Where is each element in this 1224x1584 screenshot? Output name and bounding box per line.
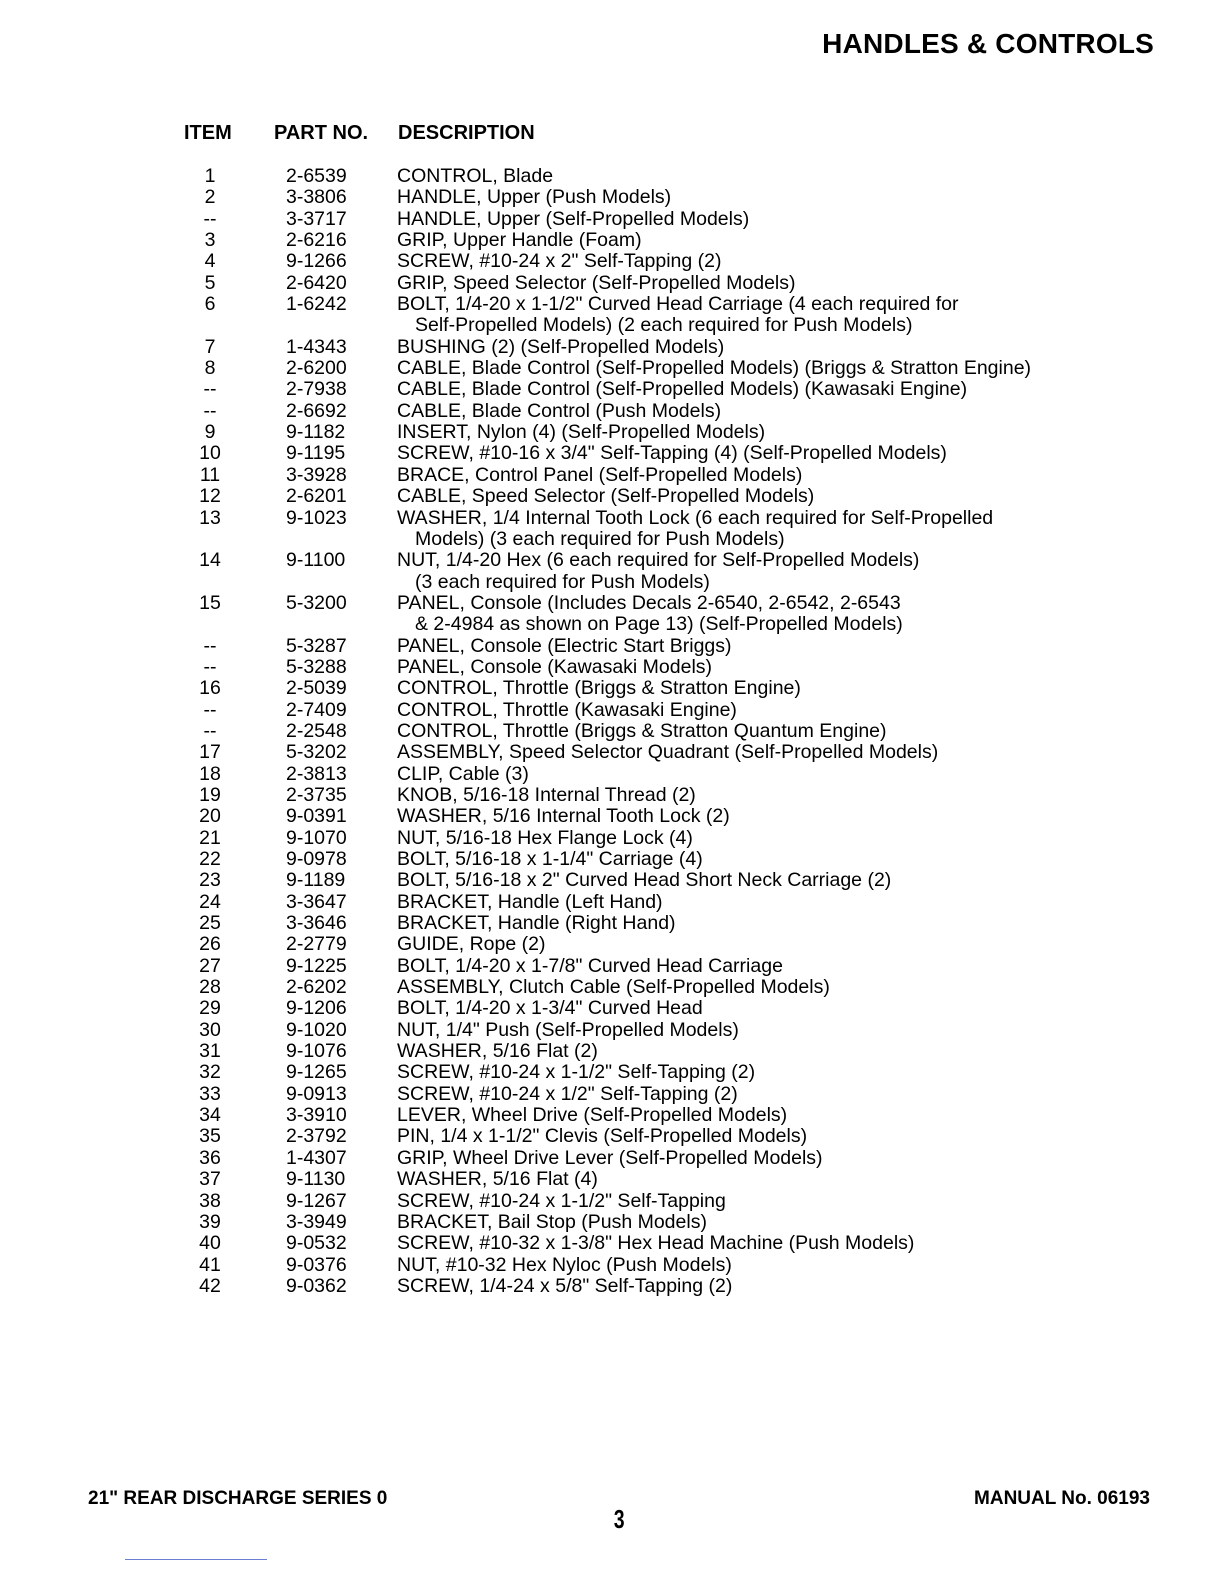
parts-row xyxy=(0,230,1224,251)
part-number: 3-3910 xyxy=(286,1104,347,1127)
part-number: 2-5039 xyxy=(286,677,347,700)
part-description: GUIDE, Rope (2) xyxy=(397,933,546,956)
item-number: 30 xyxy=(199,1018,221,1041)
item-number: 8 xyxy=(204,357,216,380)
part-description: PANEL, Console (Electric Start Briggs) xyxy=(397,634,732,657)
part-description: LEVER, Wheel Drive (Self-Propelled Models) xyxy=(397,1104,788,1127)
parts-row xyxy=(0,657,1224,678)
part-description: BRACE, Control Panel (Self-Propelled Models) xyxy=(397,463,803,486)
parts-row xyxy=(0,593,1224,614)
part-number: 9-1023 xyxy=(286,506,347,529)
item-number: 36 xyxy=(199,1146,221,1169)
part-description: CABLE, Blade Control (Self-Propelled Models) (Kawasaki Engine) xyxy=(397,378,968,401)
item-number: 19 xyxy=(199,783,221,806)
part-description: SCREW, 1/4-24 x 5/8" Self-Tapping (2) xyxy=(397,1274,733,1297)
part-number: 9-1265 xyxy=(286,1061,347,1084)
parts-row xyxy=(0,465,1224,486)
part-description: CONTROL, Blade xyxy=(397,165,554,187)
parts-row xyxy=(0,166,1224,187)
item-number: -- xyxy=(203,399,217,422)
parts-row xyxy=(0,721,1224,742)
part-number: 9-1182 xyxy=(286,421,346,444)
part-number: 5-3288 xyxy=(286,655,347,678)
part-description: HANDLE, Upper (Push Models) xyxy=(397,186,672,209)
parts-row xyxy=(0,764,1224,785)
part-number: 2-6200 xyxy=(286,357,347,380)
part-description: GRIP, Wheel Drive Lever (Self-Propelled Models) xyxy=(397,1146,823,1169)
item-number: 16 xyxy=(199,677,221,700)
item-number: 7 xyxy=(204,335,216,358)
part-number: 2-3792 xyxy=(286,1125,347,1148)
item-number: -- xyxy=(203,207,217,230)
part-description: WASHER, 5/16 Internal Tooth Lock (2) xyxy=(397,805,730,828)
part-number: 2-3813 xyxy=(286,762,347,785)
item-number: 15 xyxy=(199,591,221,614)
parts-row xyxy=(0,1169,1224,1190)
item-number: 20 xyxy=(199,805,221,828)
parts-list xyxy=(0,166,1224,1297)
item-number: 1 xyxy=(204,165,216,187)
part-description: WASHER, 1/4 Internal Tooth Lock (6 each required for Self-Propelled xyxy=(397,506,994,529)
part-number: 1-6242 xyxy=(286,293,347,316)
item-number: 13 xyxy=(199,506,221,529)
part-description: PANEL, Console (Kawasaki Models) xyxy=(397,655,713,678)
part-number: 5-3200 xyxy=(286,591,347,614)
parts-row xyxy=(0,1212,1224,1233)
item-number: 22 xyxy=(199,848,221,870)
parts-row xyxy=(0,892,1224,913)
part-description: WASHER, 5/16 Flat (4) xyxy=(397,1168,598,1191)
part-number: 9-0376 xyxy=(286,1253,347,1276)
part-number: 9-0978 xyxy=(286,848,347,870)
parts-row xyxy=(0,1255,1224,1276)
parts-row xyxy=(0,358,1224,379)
item-number: 11 xyxy=(199,463,221,486)
part-description: GRIP, Speed Selector (Self-Propelled Models) xyxy=(397,271,796,294)
item-number: 24 xyxy=(199,890,221,913)
part-description: CONTROL, Throttle (Briggs & Stratton Engine) xyxy=(397,677,801,700)
parts-row xyxy=(0,956,1224,977)
parts-row xyxy=(0,742,1224,763)
column-header-part-no: PART NO. xyxy=(274,122,369,144)
item-number: 34 xyxy=(199,1104,221,1127)
part-number: 5-3202 xyxy=(286,741,347,764)
column-header-description: DESCRIPTION xyxy=(398,122,535,144)
parts-row xyxy=(0,1084,1224,1105)
item-number: 14 xyxy=(199,549,221,572)
part-number: 9-0913 xyxy=(286,1082,347,1105)
part-description-continuation: (3 each required for Push Models) xyxy=(415,570,710,593)
part-description: BOLT, 1/4-20 x 1-7/8" Curved Head Carriage xyxy=(397,954,783,977)
item-number: 32 xyxy=(199,1061,221,1084)
part-description: BOLT, 1/4-20 x 1-1/2" Curved Head Carriage (4 each required for xyxy=(397,293,959,316)
parts-row xyxy=(0,1105,1224,1126)
part-description: NUT, 1/4-20 Hex (6 each required for Self-Propelled Models) xyxy=(397,549,920,572)
item-number: 37 xyxy=(199,1168,221,1191)
parts-row xyxy=(0,443,1224,464)
part-description: BOLT, 5/16-18 x 2" Curved Head Short Neck Carriage (2) xyxy=(397,869,892,892)
item-number: -- xyxy=(203,655,217,678)
parts-row xyxy=(0,1148,1224,1169)
part-description: BOLT, 1/4-20 x 1-3/4" Curved Head xyxy=(397,997,703,1020)
part-description: WASHER, 5/16 Flat (2) xyxy=(397,1040,598,1063)
part-description: CABLE, Blade Control (Self-Propelled Models) (Briggs & Stratton Engine) xyxy=(397,357,1032,380)
parts-row xyxy=(0,209,1224,230)
parts-row xyxy=(0,828,1224,849)
column-header-item: ITEM xyxy=(184,122,232,144)
parts-row xyxy=(0,422,1224,443)
item-number: 33 xyxy=(199,1082,221,1105)
part-number: 3-3806 xyxy=(286,186,347,209)
part-number: 9-0362 xyxy=(286,1274,347,1297)
parts-row xyxy=(0,1126,1224,1147)
part-description: BOLT, 5/16-18 x 1-1/4" Carriage (4) xyxy=(397,848,703,870)
part-description: SCREW, #10-32 x 1-3/8" Hex Head Machine (Push Models) xyxy=(397,1232,915,1255)
item-number: 18 xyxy=(199,762,221,785)
part-number: 9-1070 xyxy=(286,826,347,849)
part-description: SCREW, #10-24 x 1-1/2" Self-Tapping xyxy=(397,1189,726,1212)
part-description-continuation: Models) (3 each required for Push Models) xyxy=(415,527,785,550)
item-number: 35 xyxy=(199,1125,221,1148)
part-number: 9-0391 xyxy=(286,805,347,828)
part-description: NUT, 1/4" Push (Self-Propelled Models) xyxy=(397,1018,739,1041)
parts-row xyxy=(0,1276,1224,1297)
part-number: 9-1100 xyxy=(286,549,346,572)
part-description: CONTROL, Throttle (Kawasaki Engine) xyxy=(397,698,737,721)
part-number: 2-6201 xyxy=(286,485,347,508)
part-number: 9-1266 xyxy=(286,250,347,273)
parts-row xyxy=(0,678,1224,699)
part-number: 2-2548 xyxy=(286,719,347,742)
parts-row xyxy=(0,251,1224,272)
item-number: 23 xyxy=(199,869,221,892)
part-number: 2-6420 xyxy=(286,271,347,294)
part-number: 2-7938 xyxy=(286,378,347,401)
parts-row-continuation xyxy=(0,614,1224,635)
item-number: -- xyxy=(203,378,217,401)
part-number: 2-6216 xyxy=(286,229,347,252)
part-number: 9-1206 xyxy=(286,997,347,1020)
parts-row xyxy=(0,337,1224,358)
parts-row-continuation xyxy=(0,315,1224,336)
parts-row xyxy=(0,636,1224,657)
item-number: 39 xyxy=(199,1210,221,1233)
part-number: 9-0532 xyxy=(286,1232,347,1255)
part-description: CONTROL, Throttle (Briggs & Stratton Quantum Engine) xyxy=(397,719,887,742)
part-number: 9-1225 xyxy=(286,954,347,977)
page-title: HANDLES & CONTROLS xyxy=(822,28,1154,59)
parts-row xyxy=(0,977,1224,998)
parts-row xyxy=(0,187,1224,208)
item-number: 40 xyxy=(199,1232,221,1255)
parts-row xyxy=(0,700,1224,721)
item-number: -- xyxy=(203,719,217,742)
item-number: -- xyxy=(203,634,217,657)
parts-row xyxy=(0,1041,1224,1062)
item-number: 17 xyxy=(199,741,221,764)
part-description: NUT, #10-32 Hex Nyloc (Push Models) xyxy=(397,1253,732,1276)
part-number: 9-1076 xyxy=(286,1040,347,1063)
part-description: CLIP, Cable (3) xyxy=(397,762,529,785)
item-number: 31 xyxy=(199,1040,221,1063)
part-description: PIN, 1/4 x 1-1/2" Clevis (Self-Propelled Models) xyxy=(397,1125,808,1148)
item-number: 26 xyxy=(199,933,221,956)
part-description-continuation: Self-Propelled Models) (2 each required for Push Models) xyxy=(415,314,913,337)
part-description: KNOB, 5/16-18 Internal Thread (2) xyxy=(397,783,696,806)
part-description: ASSEMBLY, Speed Selector Quadrant (Self-Propelled Models) xyxy=(397,741,939,764)
parts-row xyxy=(0,550,1224,571)
part-number: 1-4307 xyxy=(286,1146,347,1169)
part-description: BRACKET, Bail Stop (Push Models) xyxy=(397,1210,707,1233)
part-description: SCREW, #10-16 x 3/4" Self-Tapping (4) (Self-Propelled Models) xyxy=(397,442,947,465)
parts-row xyxy=(0,273,1224,294)
item-number: 12 xyxy=(199,485,221,508)
item-number: 27 xyxy=(199,954,221,977)
parts-row xyxy=(0,401,1224,422)
parts-row xyxy=(0,1062,1224,1083)
part-number: 2-2779 xyxy=(286,933,347,956)
parts-row xyxy=(0,806,1224,827)
item-number: 10 xyxy=(199,442,221,465)
part-number: 9-1195 xyxy=(286,442,346,465)
part-description: SCREW, #10-24 x 2" Self-Tapping (2) xyxy=(397,250,722,273)
item-number: 25 xyxy=(199,912,221,935)
part-description: PANEL, Console (Includes Decals 2-6540, 2-6542, 2-6543 xyxy=(397,591,901,614)
item-number: -- xyxy=(203,698,217,721)
part-description: NUT, 5/16-18 Hex Flange Lock (4) xyxy=(397,826,693,849)
footer-manual-number: MANUAL No. 06193 xyxy=(974,1488,1150,1509)
item-number: 6 xyxy=(204,293,216,316)
item-number: 41 xyxy=(199,1253,221,1276)
parts-row xyxy=(0,934,1224,955)
parts-row xyxy=(0,785,1224,806)
part-description: BRACKET, Handle (Right Hand) xyxy=(397,912,676,935)
part-number: 3-3928 xyxy=(286,463,347,486)
part-number: 2-6202 xyxy=(286,976,347,999)
parts-row xyxy=(0,1191,1224,1212)
item-number: 21 xyxy=(199,826,221,849)
parts-row xyxy=(0,913,1224,934)
bottom-rule xyxy=(125,1559,267,1560)
parts-row xyxy=(0,508,1224,529)
part-number: 3-3949 xyxy=(286,1210,347,1233)
part-number: 2-7409 xyxy=(286,698,347,721)
parts-row xyxy=(0,486,1224,507)
page-number: 3 xyxy=(613,1504,625,1534)
item-number: 28 xyxy=(199,976,221,999)
parts-row xyxy=(0,849,1224,870)
part-number: 3-3647 xyxy=(286,890,347,913)
part-description-continuation: & 2-4984 as shown on Page 13) (Self-Propelled Models) xyxy=(415,613,903,636)
parts-row xyxy=(0,379,1224,400)
part-description: SCREW, #10-24 x 1-1/2" Self-Tapping (2) xyxy=(397,1061,756,1084)
part-number: 9-1189 xyxy=(286,869,346,892)
part-description: SCREW, #10-24 x 1/2" Self-Tapping (2) xyxy=(397,1082,738,1105)
part-number: 2-6539 xyxy=(286,165,347,187)
item-number: 4 xyxy=(204,250,216,273)
part-description: CABLE, Speed Selector (Self-Propelled Models) xyxy=(397,485,815,508)
item-number: 42 xyxy=(199,1274,221,1297)
parts-row xyxy=(0,1233,1224,1254)
part-description: BUSHING (2) (Self-Propelled Models) xyxy=(397,335,725,358)
part-number: 9-1130 xyxy=(286,1168,346,1191)
part-number: 5-3287 xyxy=(286,634,347,657)
part-description: BRACKET, Handle (Left Hand) xyxy=(397,890,663,913)
part-description: ASSEMBLY, Clutch Cable (Self-Propelled Models) xyxy=(397,976,830,999)
part-number: 3-3717 xyxy=(286,207,347,230)
part-number: 1-4343 xyxy=(286,335,347,358)
parts-row-continuation xyxy=(0,529,1224,550)
item-number: 38 xyxy=(199,1189,221,1212)
parts-row xyxy=(0,998,1224,1019)
parts-row xyxy=(0,870,1224,891)
item-number: 9 xyxy=(204,421,216,444)
part-description: INSERT, Nylon (4) (Self-Propelled Models) xyxy=(397,421,766,444)
item-number: 5 xyxy=(204,271,216,294)
part-number: 2-6692 xyxy=(286,399,347,422)
part-number: 9-1267 xyxy=(286,1189,347,1212)
part-number: 9-1020 xyxy=(286,1018,347,1041)
part-description: CABLE, Blade Control (Push Models) xyxy=(397,399,722,422)
item-number: 29 xyxy=(199,997,221,1020)
parts-row xyxy=(0,294,1224,315)
footer-series-title: 21" REAR DISCHARGE SERIES 0 xyxy=(88,1488,388,1509)
item-number: 3 xyxy=(204,229,216,252)
part-number: 2-3735 xyxy=(286,783,347,806)
item-number: 2 xyxy=(204,186,216,209)
parts-row-continuation xyxy=(0,572,1224,593)
part-number: 3-3646 xyxy=(286,912,347,935)
part-description: GRIP, Upper Handle (Foam) xyxy=(397,229,642,252)
part-description: HANDLE, Upper (Self-Propelled Models) xyxy=(397,207,750,230)
parts-row xyxy=(0,1020,1224,1041)
